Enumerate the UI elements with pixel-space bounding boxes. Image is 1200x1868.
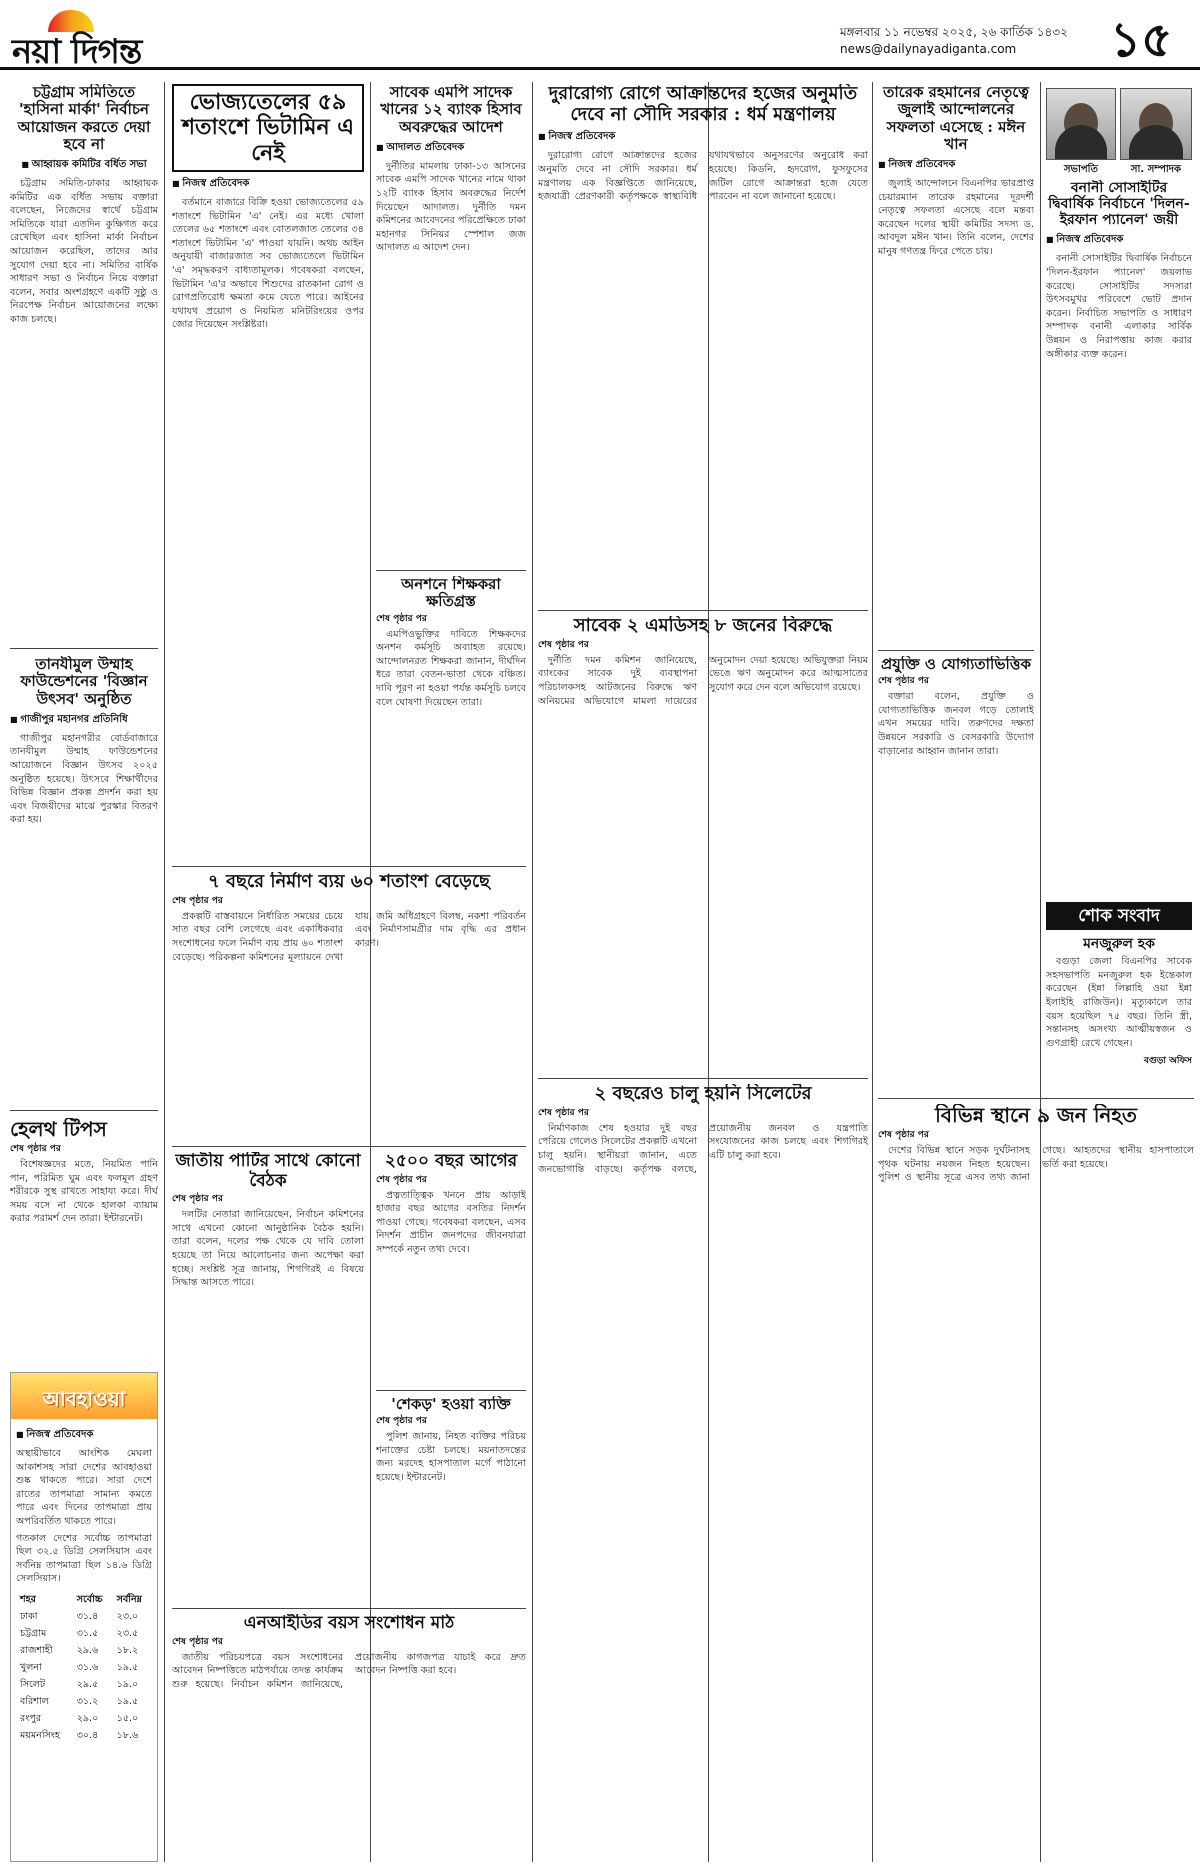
headline[interactable]: দুরারোগ্য রোগে আক্রান্তদের হজের অনুমতি দেবে না সৌদি সরকার : ধর্ম মন্ত্রণালয় [548,84,858,125]
headline[interactable]: ২৫০০ বছর আগের [384,1152,518,1171]
byline: ■ নিজস্ব প্রতিবেদক [1046,232,1192,249]
divider [878,1098,1194,1099]
story-construction-cost [172,872,526,1140]
newspaper-logo[interactable] [12,8,212,72]
table-row: সিলেট ২৯.৫ ১৯.০ [20,1679,139,1691]
weather-title: আবহাওয়া [42,1387,126,1411]
secretary-photo [1120,88,1192,160]
byline: ■ আদালত প্রতিবেদক [376,140,526,157]
story-body: দুরারোগ্য রোগে আক্রান্তদের হজের অনুমতি দেবে না সৌদি সরকার। ধর্ম মন্ত্রণালয় এক বিজ্ঞপ্তিতে জানিয়েছে, হজযাত্রী প্রেরণকারী কর্তৃপক্ষকে স্বাস্থ্যবিধি যথাযথভাবে অনুসরণের অনুরোধ করা হয়েছে। কিডনি, হৃদরোগ, ফুসফুসের জটিল রোগে আক্রান্তরা হজে যেতে পারবেন না বলে জানানো হয়েছে। [538,150,868,203]
story-body: চট্টগ্রাম সমিতি-ঢাকার আহ্বায়ক কমিটির এক বর্ধিত সভায় বক্তারা বলেছেন, নিজেদের স্বার্থে চট্টগ্রাম সমিতিকে যারা এতদিন কুক্ষিগত করে রেখেছিল এবং হাসিনা মার্কা নির্বাচন আয়োজন করেছিল, তাদের আর সুযোগ দেয়া হবে না। সমিতির বার্ষিক সাধারণ সভা ও নির্বাচন নিয়ে বক্তারা বলেন, সবার অংশগ্রহণে একটি সুষ্ঠু ও নিরপেক্ষ নির্বাচন আয়োজনের লক্ষ্যে কাজ চলছে। [10,178,158,326]
story-teachers-hunger-strike [376,576,526,860]
weather-forecast: অস্থায়ীভাবে আংশিক মেঘলা আকাশসহ সারা দেশের আবহাওয়া শুষ্ক থাকতে পারে। সারা দেশে রাতের তাপমাত্রা সামান্য কমতে পারে এবং দিনের তাপমাত্রা প্রায় অপরিবর্তিত থাকতে পারে। [16,1448,152,1528]
column-rule [164,82,165,1862]
byline: ■ নিজস্ব প্রতিবেদক [878,157,1034,174]
weather-banner [11,1373,157,1419]
photo-caption: সভাপতি [1063,164,1099,175]
story-body: পুলিশ জানায়, নিহত ব্যক্তির পরিচয় শনাক্তের চেষ্টা চলছে। ময়নাতদন্তের জন্য মরদেহ হাসপাতাল মর্গে পাঠানো হয়েছে। ইন্টারনেট। [376,1431,526,1484]
story-body: এমপিওভুক্তির দাবিতে শিক্ষকদের অনশন কর্মসূচি অব্যাহত রয়েছে। আন্দোলনরত শিক্ষকরা জানান, দীর্ঘদিন ধরে তারা বেতন-ভাতা থেকে বঞ্চিত। দাবি পূরণ না হওয়া পর্যন্ত কর্মসূচি চলবে বলে ঘোষণা দিয়েছেন তারা। [376,628,526,708]
story-nid-age [172,1614,526,1864]
headline[interactable]: সাবেক ২ এমডিসহ ৮ জনের বিরুদ্ধে [573,616,833,636]
story-sylhet-project [538,1084,868,1864]
column-rule [872,82,873,1862]
headline[interactable]: চট্টগ্রাম সমিতিতে 'হাসিনা মার্কা' নির্বাচন আয়োজন করতে দেয়া হবে না [17,84,151,153]
story-banani-society [1046,180,1192,896]
weather-box [10,1372,158,1862]
divider [878,650,1034,651]
story-edible-oil [172,84,364,860]
continued-label: শেষ পৃষ্ঠার পর [10,1144,61,1154]
headline[interactable]: জাতীয় পার্টির সাথে কোনো বৈঠক [175,1152,361,1191]
divider [172,1146,526,1147]
table-row: রাজশাহী ২৯.৬ ১৮.২ [20,1645,139,1657]
logo-text: নয়া দিগন্ত [12,32,142,72]
subheadline: ■ আহ্বায়ক কমিটির বর্ধিত সভা [10,157,158,174]
weather-extremes: গতকাল দেশের সর্বোচ্চ তাপমাত্রা ছিল ৩২.৫ ডিগ্রি সেলসিয়াস এবং সর্বনিম্ন তাপমাত্রা ছিল ১৪.৬ ডিগ্রি সেলসিয়াস। [16,1532,152,1585]
story-technology-merit [878,656,1034,1092]
story-body: বনানী সোসাইটির দ্বিবার্ষিক নির্বাচনে 'দিলন-ইরফান প্যানেল' জয়লাভ করেছে। সোসাইটির সদস্যরা উৎসবমুখর পরিবেশে ভোট প্রদান করেন। নির্বাচিত সভাপতি ও সাধারণ সম্পাদক বনানী এলাকার সার্বিক উন্নয়ন ও নিরাপত্তায় কাজ করার অঙ্গীকার ব্যক্ত করেন। [1046,253,1192,360]
continued-label: শেষ পৃষ্ঠার পর [538,639,589,650]
story-body: বর্তমানে বাজারে বিক্রি হওয়া ভোজ্যতেলের ৫৯ শতাংশে ভিটামিন 'এ' নেই। এর মধ্যে খোলা তেলের ৬৫ শতাংশে এবং বোতলজাত তেলের ৩৪ শতাংশে ভিটামিন 'এ' পাওয়া যায়নি। অথচ আইন অনুযায়ী বাজারজাত সব ভোজ্যতেলে ভিটামিন 'এ' সমৃদ্ধকরণ বাধ্যতামূলক। গবেষকরা বলছেন, ভিটামিন 'এ'র অভাবে শিশুদের রাতকানা রোগ ও রোগপ্রতিরোধ ক্ষমতা কমে যেতে পারে। আইনের যথাযথ প্রয়োগ ও নিয়মিত মনিটরিংয়ের ওপর জোর দিয়েছেন সংশ্লিষ্টরা। [172,196,364,331]
story-body: দলটির নেতারা জানিয়েছেন, নির্বাচন কমিশনের সাথে এখনো কোনো আনুষ্ঠানিক বৈঠক হয়নি। তারা বলেন, দলের পক্ষ থেকে যে দাবি তোলা হয়েছে তা নিয়ে আলোচনার জন্য অপেক্ষা করা হচ্ছে। সংশ্লিষ্ট সূত্র জানায়, শিগগিরই এ বিষয়ে সিদ্ধান্ত আসতে পারে। [172,1209,364,1289]
obituary-credit: বগুড়া অফিস [1143,1056,1192,1067]
story-nine-killed [878,1104,1194,1864]
headline[interactable]: বিভিন্ন স্থানে ৯ জন নিহত [935,1104,1137,1127]
story-mp-bank-accounts [376,84,526,564]
story-body: বগুড়া জেলা বিএনপির সাবেক সহসভাপতি মনজুরুল হক ইন্তেকাল করেছেন (ইন্না লিল্লাহি ওয়া ইন্না ইলাইহি রাজিউন)। মৃত্যুকালে তার বয়স হয়েছিল ৭৫ বছর। তিনি স্ত্রী, সন্তানসহ অসংখ্য আত্মীয়স্বজন ও গুণগ্রাহী রেখে গেছেন। [1046,956,1192,1049]
story-body: গাজীপুর মহানগরীর বোর্ডবাজারে তানযীমুল উম্মাহ ফাউন্ডেশনের আয়োজনে বিজ্ঞান উৎসব ২০২৫ অনুষ্ঠিত হয়েছে। উৎসবে শিক্ষার্থীদের বিভিন্ন বিজ্ঞান প্রকল্প প্রদর্শন করা হয় এবং বিজয়ীদের মাঝে পুরস্কার বিতরণ করা হয়। [10,732,158,826]
story-body: দুর্নীতির মামলায় ঢাকা-১৩ আসনের সাবেক এমপি সাদেক খানের নামে থাকা ১২টি ব্যাংক হিসাব অবরুদ্ধের নির্দেশ দিয়েছেন আদালত। দুর্নীতি দমন কমিশনের আবেদনের পরিপ্রেক্ষিতে ঢাকা মহানগর সিনিয়র স্পেশাল জজ আদালত এ আদেশ দেন। [376,160,526,254]
story-hajj-permission [538,84,868,604]
byline: ■ নিজস্ব প্রতিবেদক [16,1427,152,1444]
headline[interactable]: 'শেকড়' হওয়া ব্যক্তি [391,1396,511,1413]
story-body: দুর্নীতি দমন কমিশন জানিয়েছে, ব্যাংকের সাবেক দুই ব্যবস্থাপনা পরিচালকসহ আটজনের বিরুদ্ধে ঋণ অনিয়মের অভিযোগে মামলা দায়েরের অনুমোদন দেয়া হয়েছে। অভিযুক্তরা নিয়ম ভেঙে ঋণ অনুমোদন করে আত্মসাতের সুযোগ করে দেন বলে অভিযোগ রয়েছে। [538,654,868,707]
temperature-table [16,1592,152,1745]
divider [538,1078,868,1079]
story-body: বক্তারা বলেন, প্রযুক্তি ও যোগ্যতাভিত্তিক জনবল গড়ে তোলাই এখন সময়ের দাবি। তরুণদের দক্ষতা উন্নয়নে সরকারি ও বেসরকারি উদ্যোগ বাড়ানোর আহ্বান জানান তারা। [878,691,1034,757]
continued-label: শেষ পৃষ্ঠার পর [878,1130,929,1140]
headline[interactable]: প্রযুক্তি ও যোগ্যতাভিত্তিক [880,656,1032,673]
continued-label: শেষ পৃষ্ঠার পর [172,895,223,906]
contact-email[interactable]: news@dailynayadiganta.com [840,42,1017,56]
story-tanzimul [10,656,158,1096]
person-torso [1055,125,1107,159]
person-torso [1129,125,1183,159]
headline[interactable]: সাবেক এমপি সাদেক খানের ১২ ব্যাংক হিসাব অবরুদ্ধের আদেশ [380,84,522,136]
headline[interactable]: হেলথ টিপস [10,1118,107,1141]
table-row: খুলনা ৩১.৬ ১৯.৫ [20,1662,139,1674]
table-row: রংপুর ২৯.০ ১৫.০ [20,1713,139,1725]
divider [376,1390,526,1391]
headline[interactable]: তারেক রহমানের নেতৃত্বে জুলাই আন্দোলনের সফলতা এসেছে : মঈন খান [883,84,1029,153]
headline[interactable]: অনশনে শিক্ষকরা ক্ষতিগ্রস্ত [401,576,501,611]
story-health-tips [10,1118,158,1364]
story-body: প্রকল্পটি বাস্তবায়নে নির্ধারিত সময়ের চেয়ে সাত বছর বেশি লেগেছে এবং একাধিকবার সংশোধনের ফলে নির্মাণ ব্যয় প্রায় ৬০ শতাংশ বেড়েছে। পরিকল্পনা কমিশনের মূল্যায়নে দেখা যায়, জমি অধিগ্রহণে বিলম্ব, নকশা পরিবর্তন এবং নির্মাণসামগ্রীর দাম বৃদ্ধি এর প্রধান কারণ। [172,910,526,963]
president-photo [1046,88,1116,160]
table-header: সর্বনিম্ন [116,1594,142,1606]
divider [10,1110,158,1111]
byline: ■ নিজস্ব প্রতিবেদক [538,129,868,146]
table-row: ময়মনসিংহ ৩০.৪ ১৮.৬ [20,1730,139,1742]
divider [172,1608,526,1609]
headline[interactable]: ভোজ্যতেলের ৫৯ শতাংশে ভিটামিন এ নেই [172,84,364,172]
masthead [0,0,1200,70]
condolence-banner: শোক সংবাদ [1046,902,1192,930]
story-body: বিশেষজ্ঞদের মতে, নিয়মিত পানি পান, পরিমিত ঘুম এবং ফলমূল গ্রহণ শরীরকে সুস্থ রাখতে সাহায্য করে। দীর্ঘ সময় বসে না থেকে হালকা ব্যায়াম করার পরামর্শ দেন তারা। ইন্টারনেট। [10,1159,158,1225]
story-obituary [1046,936,1192,1092]
byline: ■ নিজস্ব প্রতিবেদক [172,176,364,193]
headline[interactable]: তানযীমুল উম্মাহ ফাউন্ডেশনের 'বিজ্ঞান উৎসব' অনুষ্ঠিত [20,656,148,708]
table-row: চট্টগ্রাম ৩১.৫ ২৩.৫ [20,1628,139,1640]
table-row: বরিশাল ৩১.২ ১৯.৫ [20,1696,139,1708]
headline[interactable]: ২ বছরেও চালু হয়নি সিলেটের [594,1084,812,1104]
headline[interactable]: এনআইডির বয়স সংশোধন মাঠ [243,1614,455,1633]
column-rule [532,82,533,1862]
story-body: দেশের বিভিন্ন স্থানে সড়ক দুর্ঘটনাসহ পৃথক ঘটনায় নয়জন নিহত হয়েছেন। পুলিশ ও স্থানীয় সূত্রে এসব তথ্য জানা গেছে। আহতদের স্থানীয় হাসপাতালে ভর্তি করা হয়েছে। [878,1145,1194,1184]
photo-caption: সা. সম্পাদক [1130,164,1182,175]
continued-label: শেষ পৃষ্ঠার পর [538,1107,589,1118]
divider [376,570,526,571]
story-two-mds [538,616,868,1072]
story-ctg-samity [10,84,158,644]
divider [538,610,868,611]
headline[interactable]: ৭ বছরে নির্মাণ ব্যয় ৬০ শতাংশ বেড়েছে [208,872,490,892]
story-body: প্রত্নতাত্ত্বিক খননে প্রায় আড়াই হাজার বছর আগের বসতির নিদর্শন পাওয়া গেছে। গবেষকরা বলছেন, এসব নিদর্শন প্রাচীন জনপদের জীবনযাত্রা সম্পর্কে নতুন তথ্য দেবে। [376,1189,526,1255]
story-shekor [376,1396,526,1602]
continued-label: শেষ পৃষ্ঠার পর [878,676,929,687]
story-body: জুলাই আন্দোলনে বিএনপির ভারপ্রাপ্ত চেয়ারম্যান তারেক রহমানের দূরদর্শী নেতৃত্বে সফলতা এসেছে বলে মন্তব্য করেছেন দলের স্থায়ী কমিটির সদস্য ড. আবদুল মঈন খান। তিনি বলেন, দেশের মানুষ গণতন্ত্র ফিরে পেতে চায়। [878,178,1034,258]
continued-label: শেষ পৃষ্ঠার পর [376,1174,427,1185]
page-number: ১৫ [1110,12,1173,68]
headline[interactable]: মনজুরুল হক [1083,936,1155,952]
story-jatiya-party [172,1152,364,1602]
continued-label: শেষ পৃষ্ঠার পর [172,1636,223,1647]
byline: ■ গাজীপুর মহানগর প্রতিনিধি [10,712,158,729]
table-row: ঢাকা ৩১.৪ ২৩.০ [20,1611,139,1623]
table-header: সর্বোচ্চ [76,1594,103,1606]
issue-date: মঙ্গলবার ১১ নভেম্বর ২০২৫, ২৬ কার্তিক ১৪৩২ [840,25,1068,39]
divider [10,648,158,649]
divider [172,866,526,867]
story-2500-years [376,1152,526,1382]
story-body: জাতীয় পরিচয়পত্রে বয়স সংশোধনের আবেদন নিষ্পত্তিতে মাঠপর্যায়ে তদন্ত কার্যক্রম শুরু হয়েছে। নির্বাচন কমিশন জানিয়েছে, প্রয়োজনীয় কাগজপত্র যাচাই করে দ্রুত আবেদন নিষ্পত্তি করা হবে। [172,1651,526,1690]
continued-label: শেষ পৃষ্ঠার পর [376,613,427,624]
table-header: শহর [20,1594,36,1606]
continued-label: শেষ পৃষ্ঠার পর [376,1416,427,1427]
continued-label: শেষ পৃষ্ঠার পর [172,1194,223,1205]
headline[interactable]: বনানী সোসাইটির দ্বিবার্ষিক নির্বাচনে 'দিলন-ইরফান প্যানেল' জয়ী [1048,180,1190,229]
story-tarek-rahman [878,84,1034,644]
story-body: নির্মাণকাজ শেষ হওয়ার দুই বছর পেরিয়ে গেলেও সিলেটের প্রকল্পটি এখনো চালু হয়নি। স্থানীয়রা জানান, এতে জনভোগান্তি বাড়ছে। কর্তৃপক্ষ বলছে, প্রয়োজনীয় জনবল ও যন্ত্রপাতি সংযোজনের কাজ চলছে এবং শিগগিরই এটি চালু করা হবে। [538,1122,868,1175]
